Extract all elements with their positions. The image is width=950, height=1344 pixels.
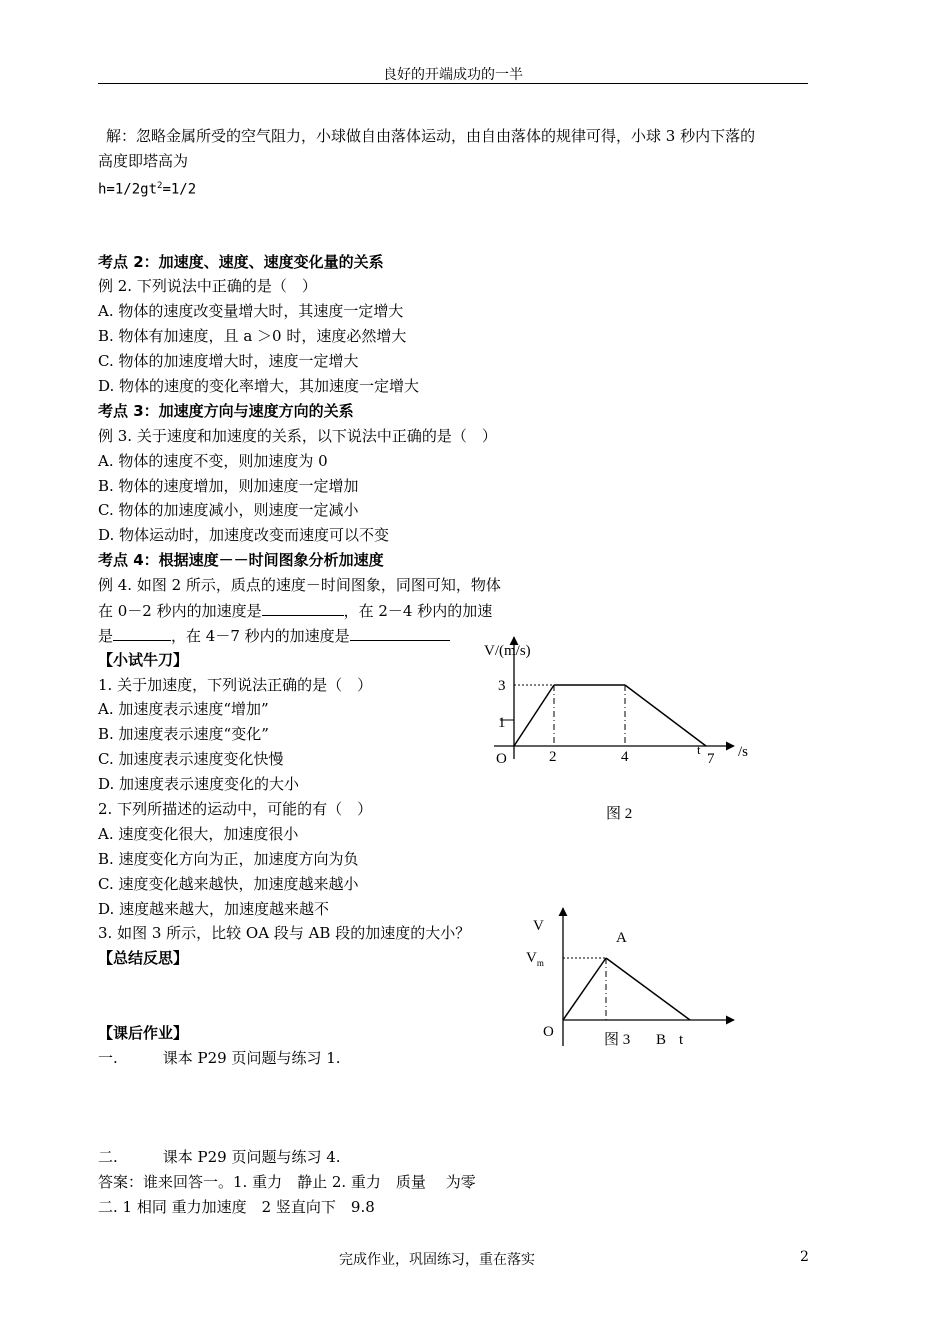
kp3-title: 考点 3：加速度方向与速度方向的关系: [98, 402, 354, 420]
ex2-stem: 例 2. 下列说法中正确的是（ ）: [98, 277, 317, 295]
fig3-segment-oa: [563, 958, 606, 1020]
kp2-title: 考点 2：加速度、速度、速度变化量的关系: [98, 253, 384, 271]
ex4-line-1: 例 4. 如图 2 所示，质点的速度－时间图象，同图可知，物体: [98, 576, 501, 594]
homework-item-1: 一. 课本 P29 页问题与练习 1.: [98, 1049, 341, 1067]
fig3-vm-label: $V_m$: [526, 950, 544, 968]
page-footer: 完成作业，巩固练习，重在落实: [339, 1252, 535, 1268]
t3-stem: 3. 如图 3 所示，比较 OA 段与 AB 段的加速度的大小？: [98, 924, 471, 942]
t1-option-c: C. 加速度表示速度变化快慢: [98, 750, 284, 768]
fig3-point-b: B: [656, 1032, 667, 1048]
ex2-option-c: C. 物体的加速度增大时，速度一定增大: [98, 352, 359, 370]
fig2-x-tick-7: 7: [707, 751, 715, 767]
fig2-t-mark: t: [697, 742, 701, 757]
solution-formula: $h=1/2gt^2=1/2$: [98, 181, 197, 198]
t1-option-b: B. 加速度表示速度“变化”: [98, 725, 269, 743]
fig3-caption: 图 3: [604, 1032, 631, 1048]
page-number: 2: [800, 1249, 809, 1265]
fig3-origin: O: [543, 1024, 554, 1040]
t2-option-c: C. 速度变化越来越快，加速度越来越小: [98, 875, 359, 893]
fig2-y-label: V/(m/s): [484, 643, 531, 659]
trial-title: 【小试牛刀】: [98, 651, 189, 669]
homework-item-2: 二. 课本 P29 页问题与练习 4.: [98, 1148, 341, 1166]
ex3-option-d: D. 物体运动时，加速度改变而速度可以不变: [98, 526, 390, 544]
t2-option-b: B. 速度变化方向为正，加速度方向为负: [98, 850, 359, 868]
solution-line-2: 高度即塔高为: [98, 152, 189, 170]
answer-line-1: 答案：谁来回答一。1. 重力 静止 2. 重力 质量 为零: [98, 1173, 476, 1191]
fig2-y-tick-1: 1: [498, 715, 506, 731]
fig2-segment-decel: [625, 685, 706, 746]
fig2-y-tick-3: 3: [498, 678, 506, 694]
page-header: 良好的开端成功的一半: [383, 67, 523, 83]
ex4-line-2: 在 0－2 秒内的加速度是 ，在 2－4 秒内的加速: [98, 602, 493, 620]
answer-line-2: 二. 1 相同 重力加速度 2 竖直向下 9.8: [98, 1198, 375, 1216]
ex2-option-a: A. 物体的速度改变量增大时，其速度一定增大: [98, 302, 404, 320]
solution-line-1: 解：忽略金属所受的空气阻力，小球做自由落体运动，由自由落体的规律可得，小球 3 秒内下落的: [106, 127, 756, 145]
fig2-segment-accel: [514, 685, 554, 746]
t2-option-d: D. 速度越来越大，加速度越来越不: [98, 900, 330, 918]
ex2-option-b: B. 物体有加速度，且 a ＞0 时，速度必然增大: [98, 327, 407, 345]
fig2-caption: 图 2: [606, 806, 633, 822]
ex3-option-c: C. 物体的加速度减小，则速度一定减小: [98, 501, 359, 519]
t2-stem: 2. 下列所描述的运动中，可能的有（ ）: [98, 800, 373, 818]
fig3-point-a: A: [616, 930, 627, 946]
fig2-origin: O: [496, 751, 507, 767]
t2-option-a: A. 速度变化很大，加速度很小: [98, 825, 299, 843]
ex3-option-a: A. 物体的速度不变，则加速度为 0: [98, 452, 328, 470]
t1-option-d: D. 加速度表示速度变化的大小: [98, 775, 300, 793]
fig2-x-tick-4: 4: [621, 749, 629, 765]
ex3-option-b: B. 物体的速度增加，则加速度一定增加: [98, 477, 359, 495]
fig3-t-label: t: [679, 1032, 684, 1048]
homework-title: 【课后作业】: [98, 1024, 189, 1042]
t1-option-a: A. 加速度表示速度“增加”: [98, 700, 269, 718]
kp4-title: 考点 4：根据速度－－时间图象分析加速度: [98, 551, 384, 569]
ex2-option-d: D. 物体的速度的变化率增大，其加速度一定增大: [98, 377, 420, 395]
fig3-y-label: V: [533, 918, 544, 934]
fig2-x-unit: /s: [738, 744, 749, 760]
summary-title: 【总结反思】: [98, 949, 189, 967]
fig3-segment-ab: [606, 958, 690, 1020]
ex4-line-3: 是 ，在 4－7 秒内的加速度是: [98, 625, 450, 646]
ex3-stem: 例 3. 关于速度和加速度的关系，以下说法中正确的是（ ）: [98, 427, 497, 445]
t1-stem: 1. 关于加速度，下列说法正确的是（ ）: [98, 676, 373, 694]
fig2-x-tick-2: 2: [549, 749, 557, 765]
